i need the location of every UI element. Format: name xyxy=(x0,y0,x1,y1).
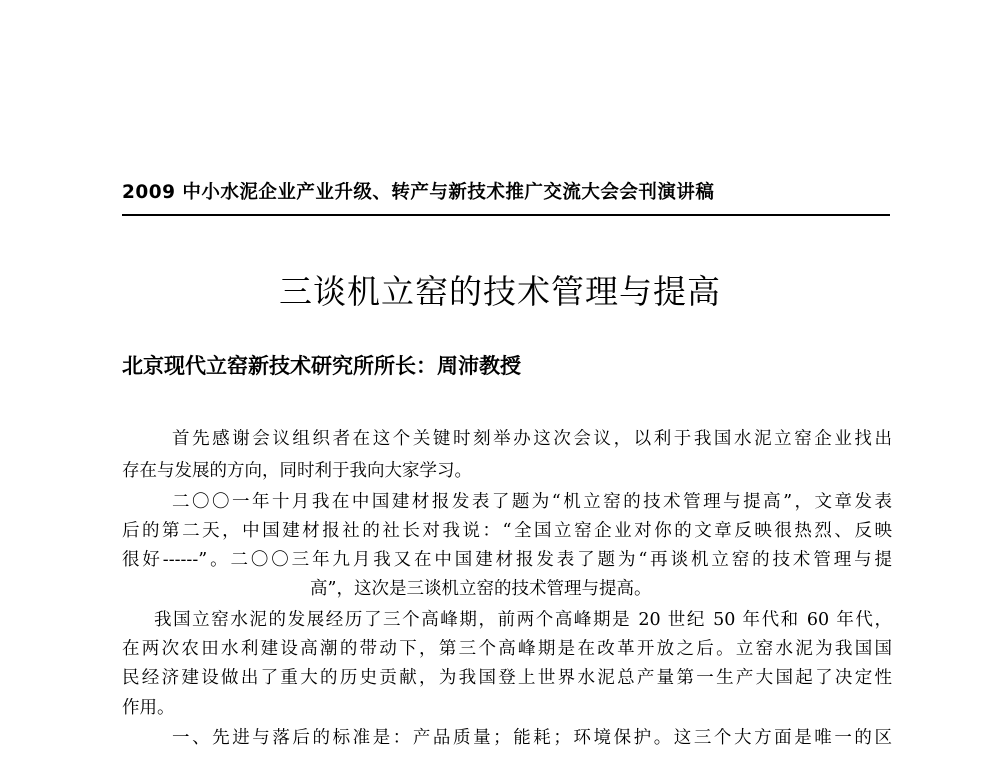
article-title: 三谈机立窑的技术管理与提高 xyxy=(279,272,721,311)
body-line-3: 二〇〇一年十月我在中国建材报发表了题为“机立窑的技术管理与提高”，文章发表 xyxy=(172,492,892,512)
body-line-2: 存在与发展的方向，同时利于我向大家学习。 xyxy=(122,461,472,481)
author-line: 北京现代立窑新技术研究所所长：周沛教授 xyxy=(122,353,521,378)
body-line-8: 在两次农田水利建设高潮的带动下，第三个高峰期是在改革开放之后。立窑水泥为我国国 xyxy=(122,639,892,659)
body-line-6: 高”，这次是三谈机立窑的技术管理与提高。 xyxy=(310,579,652,599)
body-line-9: 民经济建设做出了重大的历史贡献，为我国登上世界水泥总产量第一生产大国起了决定性 xyxy=(122,668,892,688)
body-line-1: 首先感谢会议组织者在这个关键时刻举办这次会议，以利于我国水泥立窑企业找出 xyxy=(172,429,892,449)
body-line-4: 后的第二天，中国建材报社的社长对我说：“全国立窑企业对你的文章反映很热烈、反映 xyxy=(122,521,892,541)
body-line-5: 很好------”。二〇〇三年九月我又在中国建材报发表了题为“再谈机立窑的技术管理与提 xyxy=(122,550,892,570)
body-line-7: 我国立窑水泥的发展经历了三个高峰期，前两个高峰期是 20 世纪 50 年代和 60 年代， xyxy=(154,610,892,630)
body-line-10: 作用。 xyxy=(122,698,175,718)
body-line-11: 一、先进与落后的标准是：产品质量；能耗；环境保护。这三个大方面是唯一的区 xyxy=(172,728,892,748)
running-header: 2009 中小水泥企业产业升级、转产与新技术推广交流大会会刊演讲稿 xyxy=(122,182,715,203)
header-rule xyxy=(122,214,890,216)
